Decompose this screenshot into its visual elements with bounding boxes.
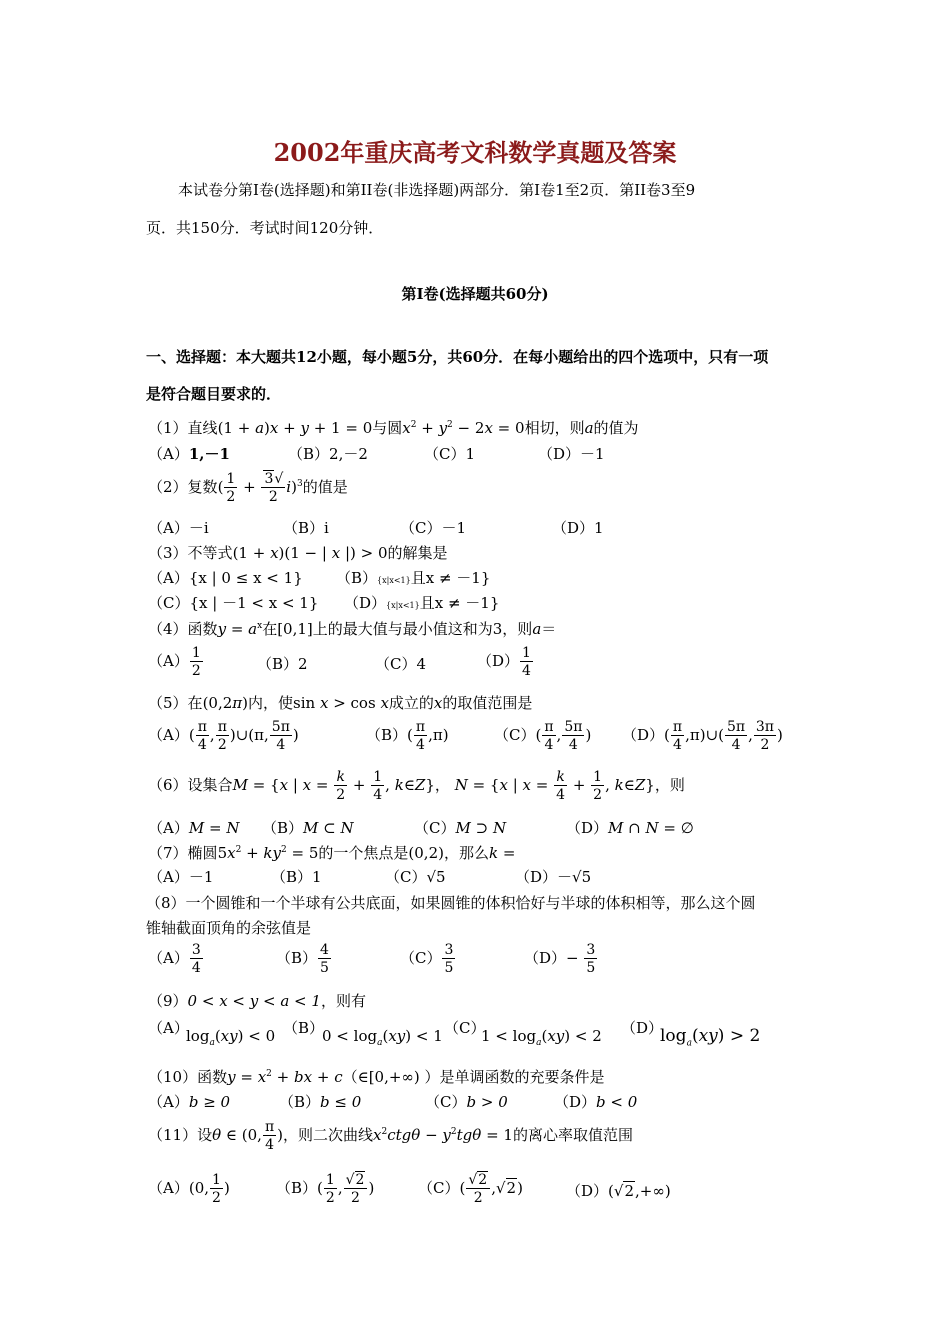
question-6: （6）设集合M = {x | x = $\frac{k}{2}$ + $\frac{1}{4}$ , k∈Z}， N = {x | x = $\frac{k}{4}$ + $\frac{1}{2}$ , k∈Z}，则	[148, 769, 685, 803]
q2-option-d[interactable]: （D）1	[552, 519, 604, 537]
intro-line-2: 页．共150分．考试时间120分钟．	[146, 219, 384, 237]
q9-option-b[interactable]: $0 < \log_a(xy) < 1$	[322, 1027, 443, 1048]
q8-option-a[interactable]: （A） $\frac{3}{4}$	[148, 942, 201, 976]
q11-option-b[interactable]: （B）( $\frac{1}{2}$ , $\frac{√2}{2}$ )	[276, 1172, 375, 1206]
q4-option-c[interactable]: （C）4	[375, 655, 427, 673]
q6-option-b[interactable]: （B）M ⊂ N	[262, 819, 354, 837]
q9-option-a-label[interactable]: （A）	[148, 1019, 189, 1037]
q7-option-c[interactable]: （C）√5	[385, 868, 446, 886]
q4-option-d[interactable]: （D） $\frac{1}{4}$	[477, 645, 531, 679]
q5-option-d[interactable]: （D）( $\frac{\pi}{4}$ ,π)∪( $\frac{5\pi}{4}$ , $\frac{3\pi}{2}$ )	[622, 719, 783, 753]
q3-option-b[interactable]: （B）{x|x<1}且x ≠ －1}	[336, 569, 491, 587]
intro-line-1: 本试卷分第I卷(选择题)和第II卷(非选择题)两部分．第I卷1至2页．第II卷3至9	[178, 181, 696, 199]
q6-option-d[interactable]: （D）M ∩ N = ∅	[566, 819, 694, 837]
q9-option-c[interactable]: $1 < \log_a(xy) < 2$	[481, 1027, 602, 1048]
instruction-line-1: 一、选择题：本大题共12小题，每小题5分，共60分．在每小题给出的四个选项中，只有一项	[146, 348, 769, 366]
question-8-line-2: 锥轴截面顶角的余弦值是	[146, 919, 312, 937]
q1-option-a[interactable]: （A）1,－1	[148, 445, 230, 463]
q8-option-c[interactable]: （C） $\frac{3}{5}$	[400, 942, 454, 976]
q2-option-c[interactable]: （C）－1	[400, 519, 467, 537]
q7-option-a[interactable]: （A）－1	[148, 868, 214, 886]
question-3: （3）不等式(1 + x)(1 − | x |) > 0的解集是	[148, 544, 448, 562]
q10-option-d[interactable]: （D）b < 0	[554, 1093, 638, 1111]
q4-option-a[interactable]: （A） $\frac{1}{2}$	[148, 645, 201, 679]
q9-option-d-label[interactable]: （D）	[621, 1019, 664, 1037]
q9-option-c-label[interactable]: （C）	[444, 1019, 486, 1037]
q3-option-c[interactable]: （C）{x | －1 < x < 1}	[148, 594, 319, 612]
q11-option-a[interactable]: （A）(0, $\frac{1}{2}$ )	[148, 1172, 230, 1206]
q6-option-c[interactable]: （C）M ⊃ N	[414, 819, 507, 837]
q2-option-b[interactable]: （B）i	[283, 519, 329, 537]
section-title: 第I卷(选择题共60分)	[401, 285, 549, 303]
question-7: （7）椭圆$5x^2 + ky^2 = 5$的一个焦点是(0,2)，那么k =	[148, 844, 516, 862]
q7-option-d[interactable]: （D）－√5	[515, 868, 592, 886]
instruction-line-2: 是符合题目要求的．	[146, 385, 282, 403]
q4-option-b[interactable]: （B）2	[257, 655, 308, 673]
q11-option-d[interactable]: （D）(√2,+∞)	[566, 1182, 671, 1200]
question-4: （4）函数$y = a^x$在[0,1]上的最大值与最小值这和为3，则a＝	[148, 620, 557, 638]
page-title: 2002年重庆高考文科数学真题及答案	[273, 138, 677, 167]
q8-option-d[interactable]: （D）− $\frac{3}{5}$	[524, 942, 596, 976]
question-9: （9）0 < x < y < a < 1，则有	[148, 992, 366, 1010]
q10-option-c[interactable]: （C）b > 0	[425, 1093, 508, 1111]
q6-option-a[interactable]: （A）M = N	[148, 819, 240, 837]
q5-option-a[interactable]: （A）( $\frac{\pi}{4}$ , $\frac{\pi}{2}$ )∪(π, $\frac{5\pi}{4}$ )	[148, 719, 299, 753]
q7-option-b[interactable]: （B）1	[271, 868, 322, 886]
q2-option-a[interactable]: （A）－i	[148, 519, 209, 537]
q9-option-a[interactable]: $\log_a(xy) < 0$	[186, 1027, 276, 1048]
q1-option-c[interactable]: （C）1	[424, 445, 476, 463]
q1-option-b[interactable]: （B）2,－2	[288, 445, 368, 463]
q5-option-c[interactable]: （C）( $\frac{\pi}{4}$ , $\frac{5\pi}{4}$ )	[494, 719, 592, 753]
q11-option-c[interactable]: （C）( $\frac{√2}{2}$ ,√2)	[418, 1172, 523, 1206]
question-11: （11）设θ ∈ (0, $\frac{\pi}{4}$ )，则二次曲线$x^2ctg\theta - y^2tg\theta = 1$的离心率取值范围	[148, 1119, 633, 1153]
question-10: （10）函数$y = x^2$ + bx + c（∈[0,+∞) ）是单调函数的充要条件是	[148, 1068, 605, 1086]
q10-option-a[interactable]: （A）b ≥ 0	[148, 1093, 231, 1111]
question-8-line-1: （8）一个圆锥和一个半球有公共底面，如果圆锥的体积恰好与半球的体积相等，那么这个圆	[146, 894, 756, 912]
question-2: （2）复数( $\frac{1}{2}$ + $\frac{3√}{2}$ i)$^3$的值是	[148, 471, 348, 505]
q10-option-b[interactable]: （B）b ≤ 0	[279, 1093, 362, 1111]
q1-option-d[interactable]: （D）－1	[538, 445, 605, 463]
q9-option-d[interactable]: $\log_a(xy) > 2$	[660, 1026, 761, 1049]
q9-option-b-label[interactable]: （B）	[283, 1019, 325, 1037]
q8-option-b[interactable]: （B） $\frac{4}{5}$	[276, 942, 329, 976]
q5-option-b[interactable]: （B）( $\frac{\pi}{4}$ ,π)	[366, 719, 449, 753]
q3-option-a[interactable]: （A）{x | 0 ≤ x < 1}	[148, 569, 303, 587]
q3-option-d[interactable]: （D）{x|x<1}且x ≠ －1}	[344, 594, 500, 612]
question-5: （5）在(0,2π)内，使sin x > cos x成立的x的取值范围是	[148, 694, 533, 712]
question-1: （1）直线(1 + a)x + y + 1 = 0与圆$x^2 + y^2 - 2x = 0$相切，则a的值为	[148, 419, 639, 437]
